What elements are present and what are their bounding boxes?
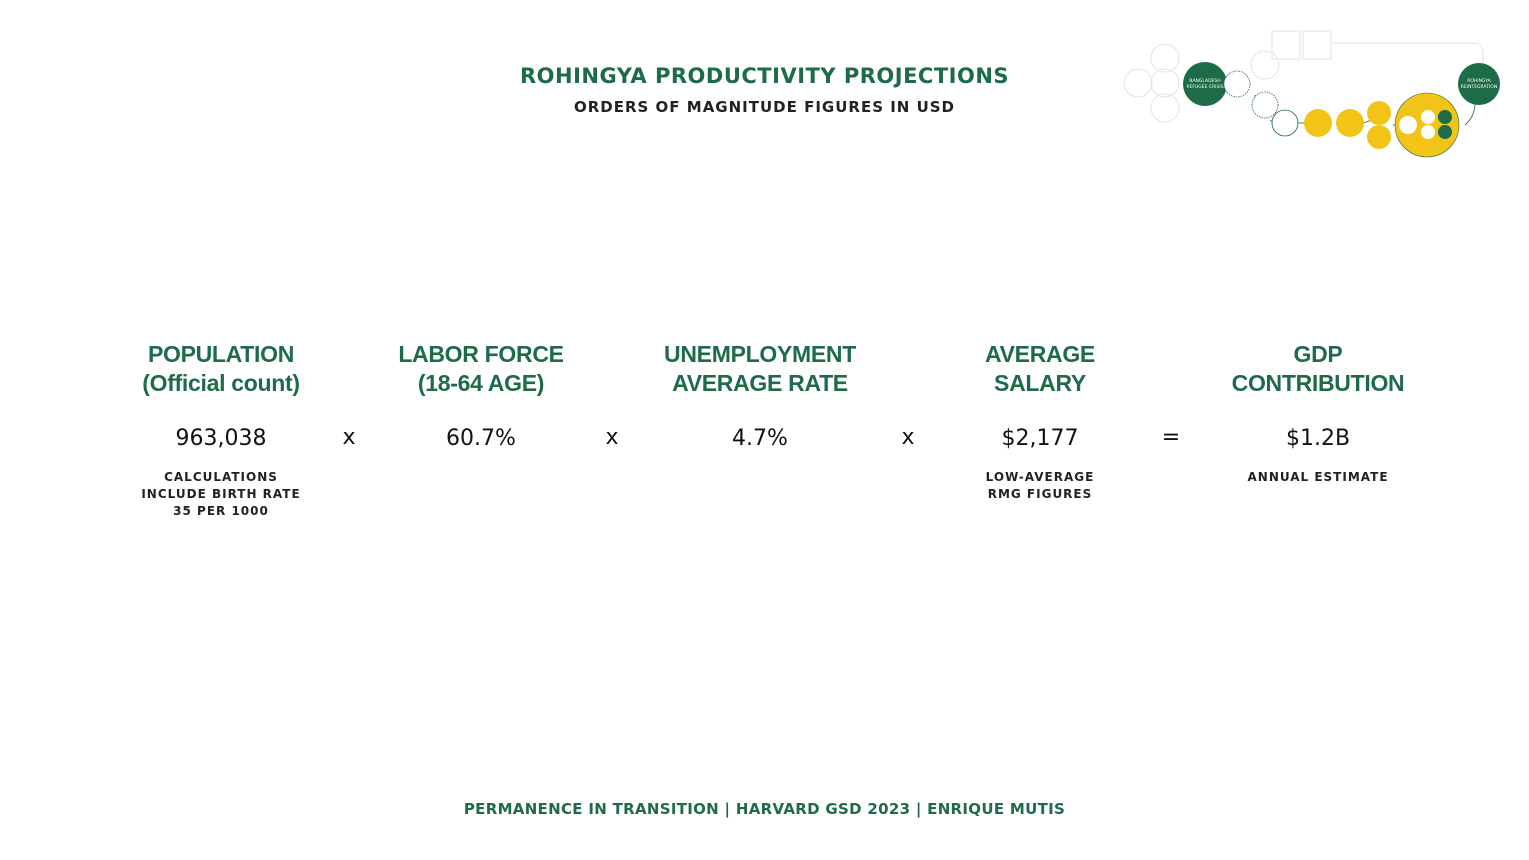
gdp-note: ANNUAL ESTIMATE [1247, 470, 1389, 484]
gdp-heading: GDP CONTRIBUTION [1231, 341, 1405, 396]
multiply-operator: x [605, 425, 619, 450]
population-value: 963,038 [175, 426, 267, 451]
footer-credit: PERMANENCE IN TRANSITION | HARVARD GSD 2023 | ENRIQUE MUTIS [463, 800, 1066, 818]
unemployment-heading: UNEMPLOYMENT AVERAGE RATE [664, 341, 856, 396]
column-population [101, 340, 341, 520]
multiply-operator: x [901, 425, 915, 450]
svg-text:BANGLADESH: BANGLADESH [1189, 79, 1221, 84]
labor-force-value: 60.7% [446, 426, 516, 451]
population-note: CALCULATIONS INCLUDE BIRTH RATE 35 PER 1000 [141, 470, 301, 518]
labor-force-heading: LABOR FORCE (18-64 AGE) [398, 341, 564, 396]
gdp-value: $1.2B [1285, 426, 1351, 451]
column-average-salary [920, 340, 1160, 503]
svg-text:REINTEGRATION: REINTEGRATION [1460, 85, 1498, 90]
multiply-operator: x [342, 425, 356, 450]
salary-note: LOW-AVERAGE RMG FIGURES [985, 470, 1095, 501]
column-unemployment [640, 340, 880, 469]
column-labor-force [361, 340, 601, 469]
start-node [1183, 62, 1227, 106]
end-node [1458, 63, 1500, 105]
svg-text:REFUGEE CRISIS: REFUGEE CRISIS [1186, 85, 1224, 90]
salary-value: $2,177 [1001, 426, 1079, 451]
population-heading: POPULATION (Official count) [142, 341, 300, 396]
unemployment-value: 4.7% [732, 426, 788, 451]
column-gdp-contribution [1198, 340, 1438, 486]
page-subtitle: ORDERS OF MAGNITUDE FIGURES IN USD [573, 98, 956, 116]
svg-text:ROHINGYA: ROHINGYA [1467, 79, 1491, 84]
navigation-diagram [1115, 25, 1515, 165]
equals-operator: = [1161, 425, 1181, 450]
salary-heading: AVERAGE SALARY [985, 341, 1095, 396]
page-title: ROHINGYA PRODUCTIVITY PROJECTIONS [519, 64, 1010, 88]
